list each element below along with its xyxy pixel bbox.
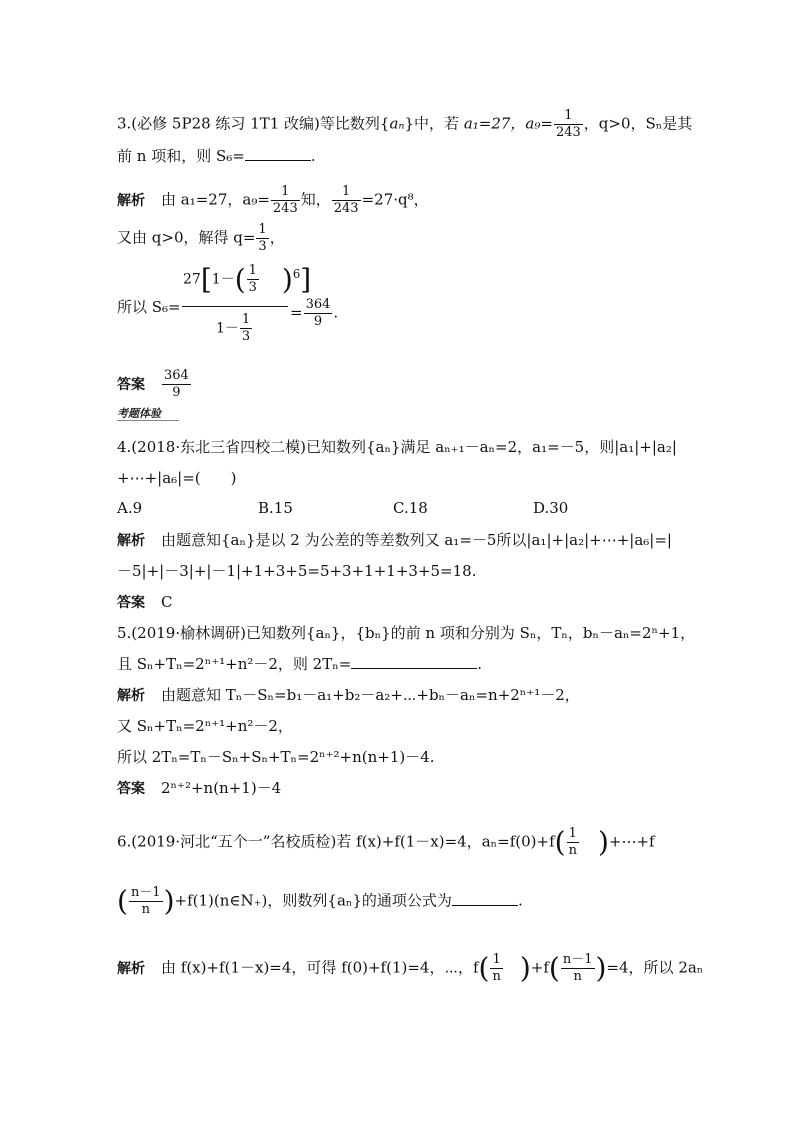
option-a[interactable]: A.9 — [117, 499, 143, 517]
q3-formula: a₁=27，a₉= — [463, 114, 553, 133]
answer-blank[interactable] — [452, 891, 518, 906]
q5-analysis3: 所以 2Tₙ=Tₙ－Sₙ+Sₙ+Tₙ=2ⁿ⁺²+n(n+1)－4. — [117, 748, 435, 766]
s6-numerator: 27[1－( $\frac{1}{3}$ )$^6$] — [183, 263, 312, 296]
analysis-label: 解析 — [117, 688, 145, 704]
q3-text: }中，若 — [404, 114, 460, 133]
analysis-label: 解析 — [117, 192, 145, 209]
q5-line1: 5.(2019·榆林调研)已知数列{aₙ}，{bₙ}的前 n 项和分别为 Sₙ，Tₙ，bₙ－aₙ=2ⁿ+1， — [117, 624, 696, 642]
fraction-bar — [182, 306, 288, 307]
q5-analysis1: 解析 由题意知 Tₙ－Sₙ=b₁－a₁+b₂－a₂+⋯+bₙ－aₙ=n+2ⁿ⁺¹－2， — [117, 686, 580, 704]
q4-line1: 4.(2018·东北三省四校二模)已知数列{aₙ}满足 aₙ₊₁－aₙ=2，a₁=－5，则|a₁|+|a₂| — [117, 438, 677, 456]
option-c[interactable]: C.18 — [393, 499, 428, 517]
fraction: $\frac{1}{3}$ — [258, 222, 267, 254]
q6-line1: 6.(2019·河北“五个一”名校质检)若 f(x)+f(1－x)=4，aₙ=f(0)+f( $\frac{1}{n}$ )+⋯+f — [117, 825, 655, 859]
q4-analysis1: 解析 由题意知{aₙ}是以 2 为公差的等差数列又 a₁=－5所以|a₁|+|a₂|+⋯+|a₆|=| — [117, 531, 672, 549]
q4-analysis2: －5|+|－3|+|－1|+1+3+5=5+3+1+1+3+5=18. — [117, 562, 477, 580]
answer-blank[interactable] — [351, 654, 477, 669]
fraction: $\frac{1}{3}$ — [248, 263, 257, 295]
q3-answer — [117, 368, 192, 401]
q3-text: ，q>0，Sₙ是其 — [583, 114, 693, 133]
fraction: $\frac{n-1}{n}$ — [130, 885, 161, 917]
fraction: $\frac{1}{3}$ — [241, 312, 251, 344]
q3-line1: 3.(必修 5P28 练习 1T1 改编)等比数列{aₙ}中，若 a₁=27，a₉= $\frac{1}{243}$ ，q>0，Sₙ是其 — [117, 108, 693, 140]
analysis-label: 解析 — [117, 533, 145, 549]
fraction: $\frac{364}{9}$ — [305, 297, 331, 329]
s6-denominator: 1－ $\frac{1}{3}$ — [216, 312, 251, 344]
option-b[interactable]: B.15 — [258, 499, 293, 517]
q3-analysis2: 又由 q>0，解得 q= $\frac{1}{3}$ ， — [117, 222, 285, 254]
answer-label: 答案 — [117, 376, 145, 393]
fraction: $\frac{1}{243}$ — [272, 184, 298, 216]
q4-answer: 答案 C — [117, 593, 173, 611]
fraction: $\frac{n-1}{n}$ — [562, 952, 593, 984]
q3-analysis1: 解析 由 a₁=27，a₉= $\frac{1}{243}$ 知， $\frac{1}{243}$ =27·q⁸， — [117, 184, 429, 216]
answer-label: 答案 — [117, 595, 145, 611]
fraction: $\frac{1}{n}$ — [568, 826, 577, 858]
fraction: $\frac{1}{243}$ — [555, 108, 581, 140]
fraction: $\frac{364}{9}$ — [164, 368, 189, 400]
q3-line2: 前 n 项和，则 S₆= . — [117, 147, 316, 165]
q4-line2: +⋯+|a₆|=( ) — [117, 469, 237, 487]
fraction: $\frac{1}{243}$ — [333, 184, 359, 216]
q6-line2: ( $\frac{n-1}{n}$ )+f(1)(n∈N₊)，则数列{aₙ}的通项公式为 . — [117, 884, 523, 918]
s6-result: = $\frac{364}{9}$ . — [290, 297, 339, 329]
section-tag: 考题体验 — [117, 407, 161, 420]
q5-analysis2: 又 Sₙ+Tₙ=2ⁿ⁺¹+n²－2， — [117, 717, 293, 735]
q6-analysis: 解析 由 f(x)+f(1－x)=4，可得 f(0)+f(1)=4，⋯，f( $\frac{1}{n}$ )+f( $\frac{n-1}{n}$ )=4，所以 2aₙ — [117, 951, 704, 985]
q3-text: 3.(必修 5P28 练习 1T1 改编)等比数列{ — [117, 114, 390, 133]
q5-answer: 答案 2ⁿ⁺²+n(n+1)－4 — [117, 779, 282, 797]
q3-analysis3-prefix: 所以 S₆= — [117, 298, 181, 316]
q5-line2: 且 Sₙ+Tₙ=2ⁿ⁺¹+n²－2，则 2Tₙ= . — [117, 655, 483, 673]
fraction: $\frac{1}{n}$ — [492, 952, 501, 984]
answer-label: 答案 — [117, 781, 145, 797]
analysis-label: 解析 — [117, 960, 145, 977]
section-tag-underline — [117, 417, 179, 421]
option-d[interactable]: D.30 — [533, 499, 569, 517]
answer-blank[interactable] — [245, 146, 311, 161]
